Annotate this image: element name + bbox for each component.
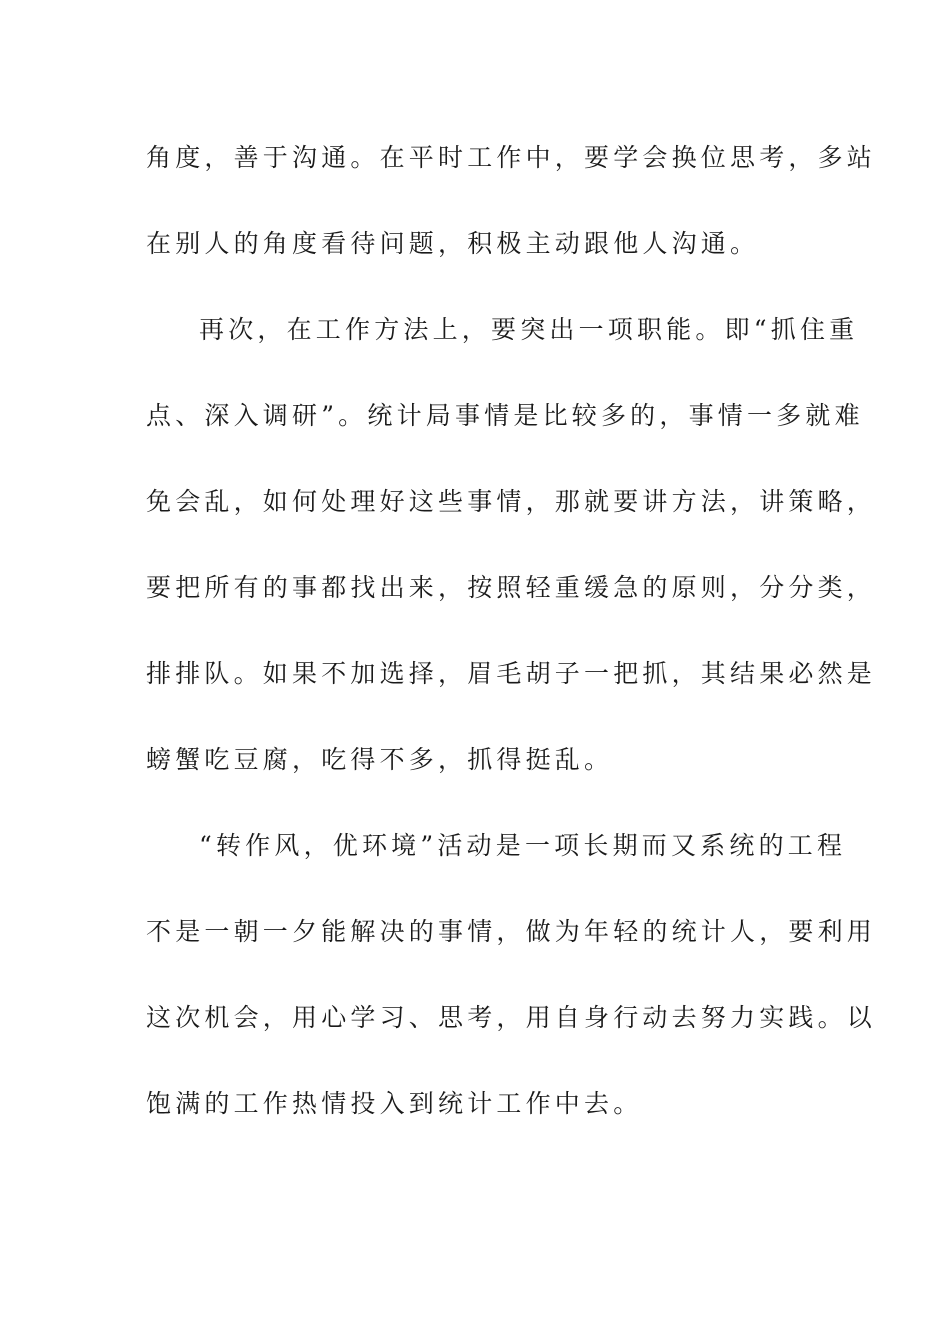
text-line-10: 不是一朝一夕能解决的事情，做为年轻的统计人，要利用 (146, 917, 877, 946)
text-line-11: 这次机会，用心学习、思考，用自身行动去努力实践。以 (146, 1003, 877, 1032)
text-line-4: 点、深入调研”。统计局事情是比较多的，事情一多就难 (146, 401, 864, 430)
text-line-1: 角度，善于沟通。在平时工作中，要学会换位思考，多站 (146, 143, 877, 172)
text-line-6: 要把所有的事都找出来，按照轻重缓急的原则，分分类， (146, 573, 877, 602)
text-line-12: 饱满的工作热情投入到统计工作中去。 (146, 1089, 643, 1118)
text-line-5: 免会乱，如何处理好这些事情，那就要讲方法，讲策略， (146, 487, 877, 516)
text-line-7: 排排队。如果不加选择，眉毛胡子一把抓，其结果必然是 (146, 659, 877, 688)
paragraph-start-line-3: 再次，在工作方法上，要突出一项职能。即“抓住重 (199, 315, 859, 344)
text-line-2: 在别人的角度看待问题，积极主动跟他人沟通。 (146, 229, 760, 258)
paragraph-start-line-9: “转作风，优环境”活动是一项长期而又系统的工程 (199, 831, 847, 860)
text-line-8: 螃蟹吃豆腐，吃得不多，抓得挺乱。 (146, 745, 614, 774)
